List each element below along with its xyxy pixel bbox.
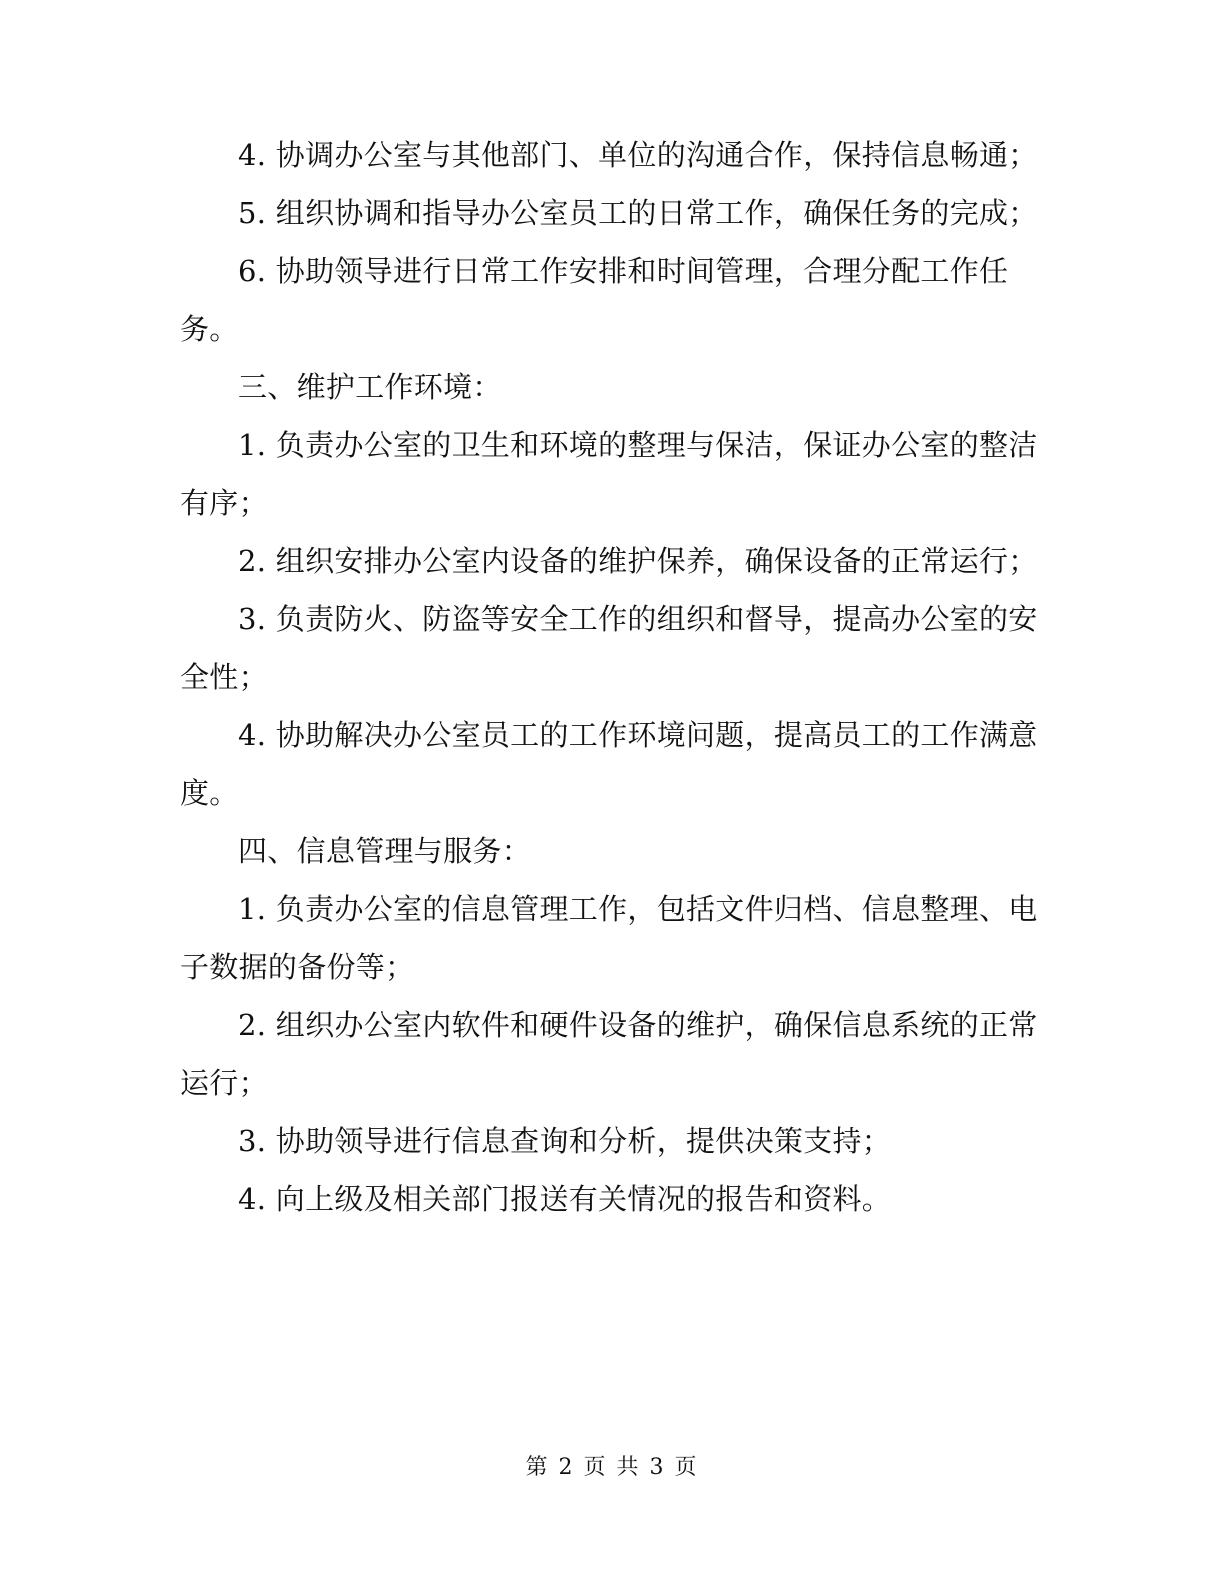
- paragraph-info-item-3: 3. 协助领导进行信息查询和分析，提供决策支持；: [238, 1124, 892, 1158]
- paragraph-info-item-2: 2. 组织办公室内软件和硬件设备的维护，确保信息系统的正常运行；: [180, 1008, 1038, 1100]
- paragraph-env-item-4: 4. 协助解决办公室员工的工作环境问题，提高员工的工作满意度。: [180, 718, 1038, 810]
- paragraph-env-item-2: 2. 组织安排办公室内设备的维护保养，确保设备的正常运行；: [238, 544, 1038, 578]
- document-body: [180, 126, 1040, 1228]
- paragraph-info-item-4: 4. 向上级及相关部门报送有关情况的报告和资料。: [238, 1182, 892, 1216]
- paragraph-env-item-1: 1. 负责办公室的卫生和环境的整理与保洁，保证办公室的整洁有序；: [180, 428, 1038, 520]
- paragraph-info-item-1: 1. 负责办公室的信息管理工作，包括文件归档、信息整理、电子数据的备份等；: [180, 892, 1038, 984]
- section-heading-3: 三、维护工作环境：: [238, 370, 502, 404]
- paragraph-item-4-coordination: 4. 协调办公室与其他部门、单位的沟通合作，保持信息畅通；: [238, 138, 1038, 172]
- paragraph-item-5-organize: 5. 组织协调和指导办公室员工的日常工作，确保任务的完成；: [238, 196, 1038, 230]
- paragraph-env-item-3: 3. 负责防火、防盗等安全工作的组织和督导，提高办公室的安全性；: [180, 602, 1038, 694]
- section-heading-4: 四、信息管理与服务：: [238, 834, 532, 868]
- paragraph-item-6-assist: 6. 协助领导进行日常工作安排和时间管理，合理分配工作任务。: [180, 254, 1009, 346]
- page-number-footer: 第 2 页 共 3 页: [525, 1455, 699, 1480]
